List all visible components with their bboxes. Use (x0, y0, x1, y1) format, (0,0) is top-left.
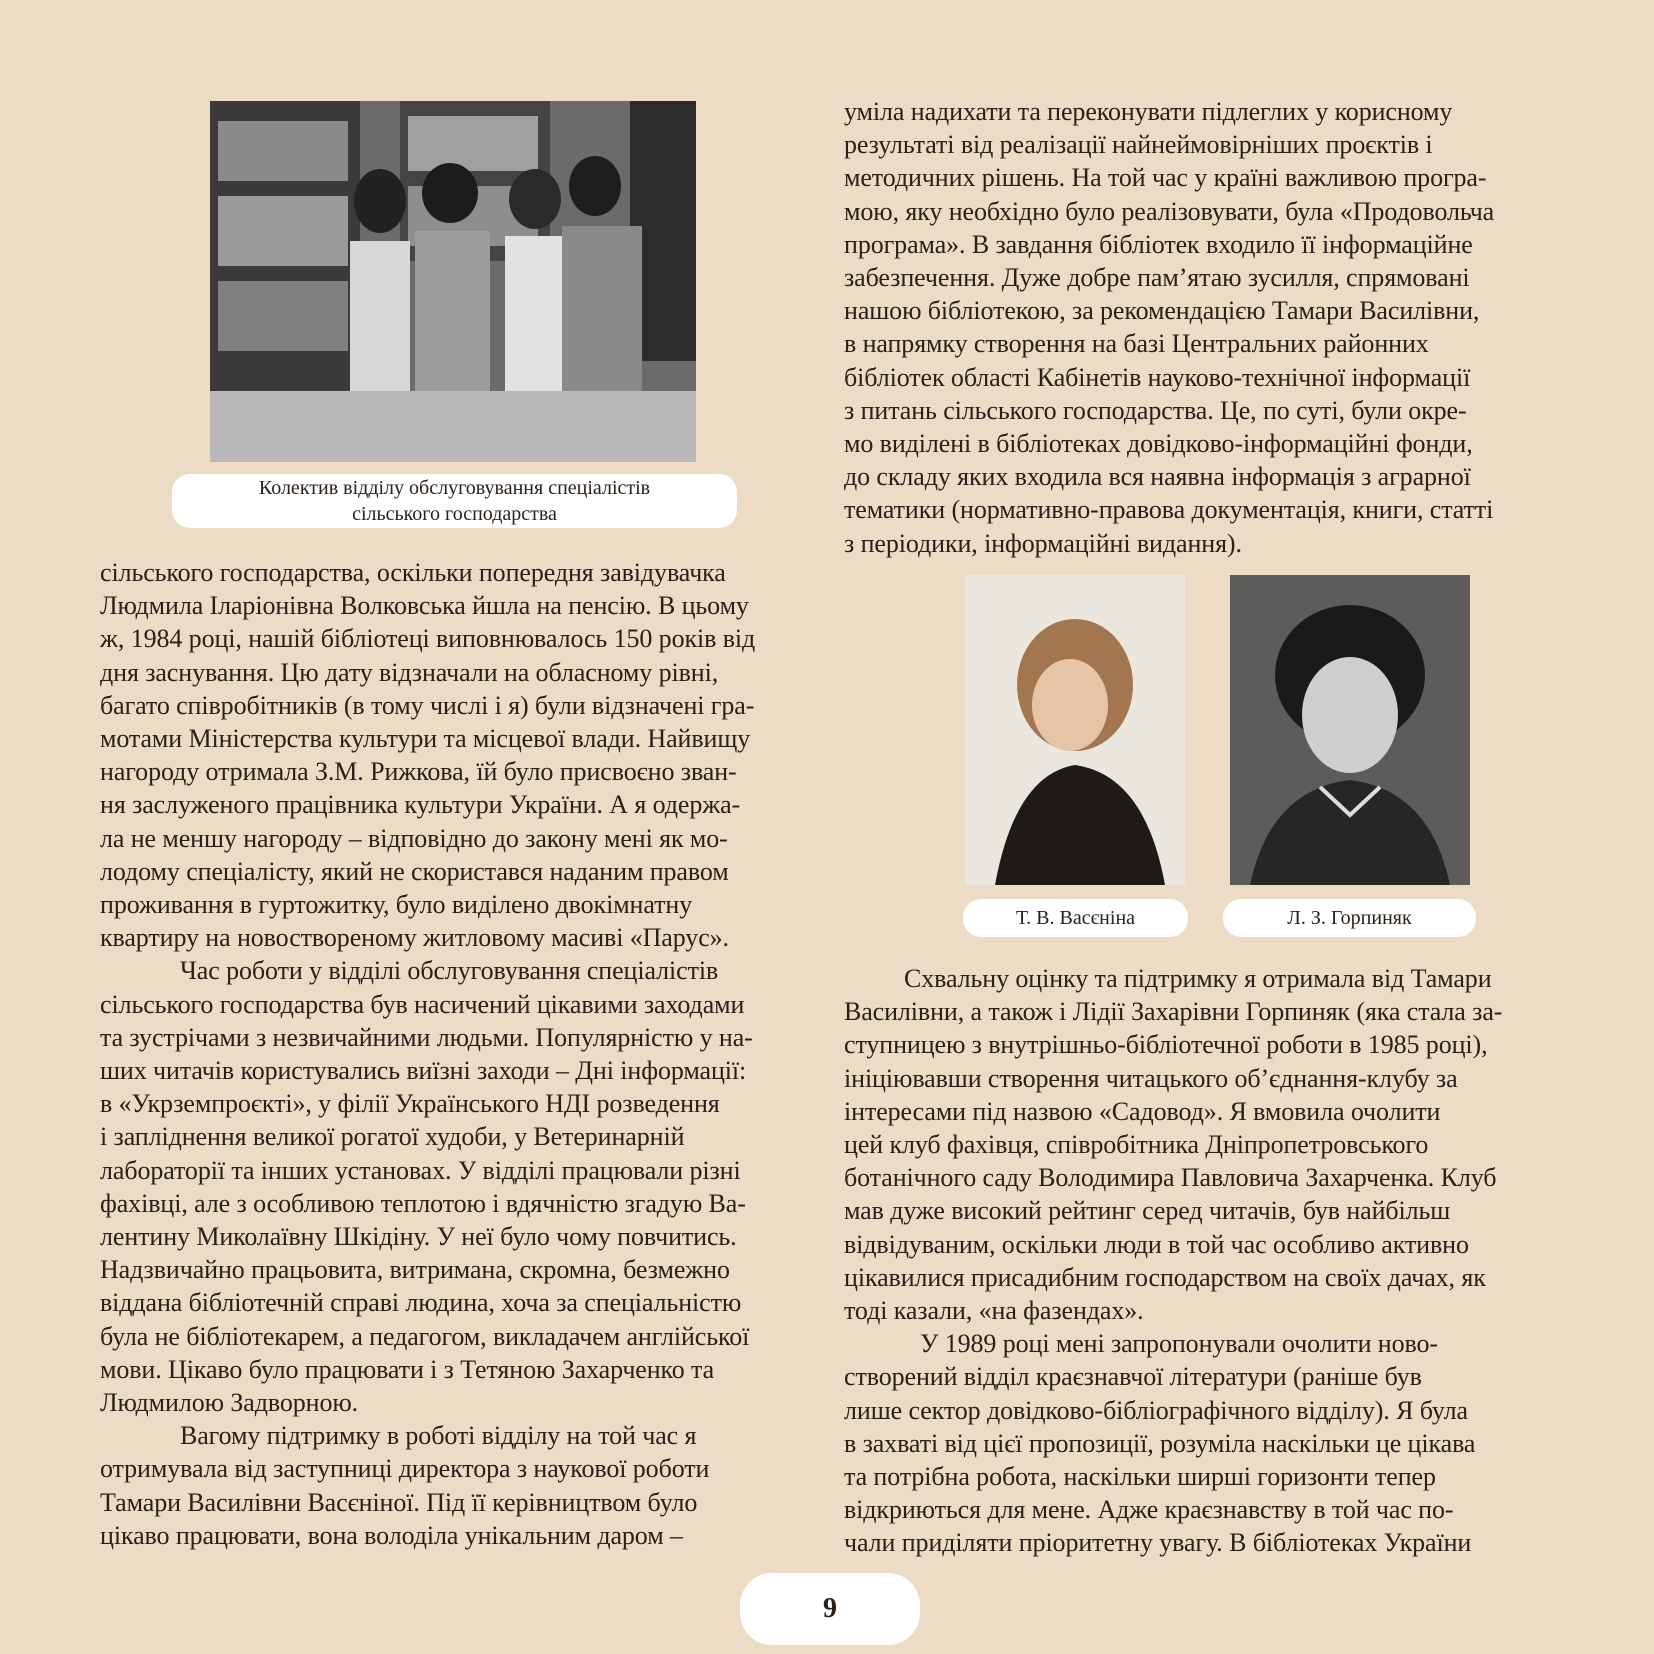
text-line: мо виділені в бібліотеках довідково-інформаційні фонди, (844, 429, 1473, 459)
portrait-horpyniak-caption-text: Л. З. Горпиняк (1287, 907, 1412, 929)
text-line: У 1989 році мені запропонували очолити ново- (920, 1329, 1438, 1359)
portrait-horpyniak-image (1230, 575, 1470, 885)
group-photo (210, 101, 696, 462)
text-line: і запліднення великої рогатої худоби, у Ветеринарній (100, 1122, 685, 1152)
group-caption-line-1: Колектив відділу обслуговування спеціалістів (258, 477, 651, 499)
portrait-vasenina (965, 575, 1185, 885)
portrait-horpyniak-caption (1223, 899, 1476, 937)
text-line: лодому спеціалісту, який не скористався наданим правом (100, 856, 729, 886)
text-line: Василівни, а також і Лідії Захарівни Горпиняк (яка стала за- (844, 997, 1503, 1027)
text-line: ла не меншу нагороду – відповідно до закону мені як мо- (100, 823, 728, 853)
text-line: мови. Цікаво було працювати і з Тетяною Захарченко та (100, 1354, 715, 1384)
portrait-horpyniak (1230, 575, 1470, 885)
text-line: лише сектор довідково-бібліографічного відділу). Я була (844, 1395, 1468, 1425)
text-line: методичних рішень. На той час у країні важливою програ- (844, 163, 1487, 193)
text-line: фахівці, але з особливою теплотою і вдячністю згадую Ва- (100, 1188, 746, 1218)
text-line: та зустрічами з незвичайними людьми. Популярністю у на- (100, 1022, 753, 1052)
page-number-text: 9 (823, 1593, 837, 1624)
text-line: створений відділ краєзнавчої літератури (раніше був (844, 1362, 1422, 1392)
text-line: нашою бібліотекою, за рекомендацією Тамари Василівни, (844, 296, 1480, 326)
text-line: квартиру на новоствореному житловому масиві «Парус». (100, 923, 729, 953)
text-line: нагороду отримала З.М. Рижкова, їй було присвоєно зван- (100, 757, 737, 787)
text-line: відкриються для мене. Адже краєзнавству в той час по- (844, 1495, 1454, 1525)
text-line: в «Укрземпроєкті», у філії Українського НДІ розведення (100, 1089, 720, 1119)
text-line: ініціювавши створення читацького об’єднання-клубу за (844, 1063, 1458, 1093)
portrait-vasenina-caption (963, 899, 1188, 937)
text-line: Тамари Василівни Васєніної. Під її керівництвом було (100, 1487, 698, 1517)
text-line: відвідуваним, оскільки люди в той час особливо активно (844, 1229, 1469, 1259)
text-line: проживання в гуртожитку, було виділено двокімнатну (100, 890, 693, 920)
text-line: цікаво працювати, вона володіла унікальним даром – (100, 1520, 683, 1550)
text-line: ступницею з внутрішньо-бібліотечної роботи в 1985 році), (844, 1030, 1488, 1060)
text-line: Надзвичайно працьовита, витримана, скромна, безмежно (100, 1255, 730, 1285)
text-line: Людмила Іларіонівна Волковська йшла на пенсію. В цьому (100, 591, 749, 621)
text-line: багато співробітників (в тому числі і я) були відзначені гра- (100, 690, 755, 720)
text-line: ж, 1984 році, нашій бібліотеці виповнювалось 150 років від (100, 624, 756, 654)
text-line: мав дуже високий рейтинг серед читачів, був найбільш (844, 1196, 1451, 1226)
text-line: цікавилися присадибним господарством на своїх дачах, як (844, 1262, 1486, 1292)
right-column-bottom (844, 962, 1502, 1560)
text-line: сільського господарства був насичений цікавими заходами (100, 989, 745, 1019)
text-line: мою, яку необхідно було реалізовувати, була «Продовольча (844, 196, 1495, 226)
text-line: забезпечення. Дуже добре пам’ятаю зусилля, спрямовані (844, 263, 1470, 293)
text-line: чали приділяти пріоритетну увагу. В бібліотеках України (844, 1528, 1472, 1558)
text-line: в напрямку створення на базі Центральних районних (844, 329, 1429, 359)
text-line: Час роботи у відділі обслуговування спеціалістів (180, 956, 719, 986)
text-line: Людмилою Задворною. (100, 1388, 359, 1418)
text-line: в захваті від цієї пропозиції, розуміла наскільки це цікава (844, 1428, 1476, 1458)
text-line: ня заслуженого працівника культури України. А я одержа- (100, 790, 741, 820)
text-line: мотами Міністерства культури та місцевої влади. Найвищу (100, 724, 751, 754)
group-caption-line-2: сільського господарства (352, 503, 557, 525)
text-line: Схвальну оцінку та підтримку я отримала від Тамари (904, 964, 1492, 993)
right-column-top (844, 95, 1494, 560)
text-line: лабораторії та інших установах. У відділі працювали різні (100, 1155, 741, 1185)
text-line: сільського господарства, оскільки попередня завідувачка (100, 558, 726, 587)
text-line: ших читачів користувались виїзні заходи – Дні інформації: (100, 1056, 747, 1086)
text-line: з питань сільського господарства. Це, по суті, були окре- (844, 395, 1467, 425)
text-line: віддана бібліотечній справі людина, хоча за спеціальністю (100, 1288, 742, 1318)
portrait-vasenina-image (965, 575, 1185, 885)
group-photo-caption (172, 474, 737, 528)
group-photo-image (210, 101, 696, 462)
text-line: програма». В завдання бібліотек входило її інформаційне (844, 229, 1473, 259)
text-line: результаті від реалізації найнеймовірніших проєктів і (844, 130, 1433, 160)
portrait-vasenina-caption-text: Т. В. Васєніна (1015, 907, 1136, 929)
text-line: до складу яких входила вся наявна інформація з аграрної (844, 462, 1471, 492)
text-line: тематики (нормативно-правова документація, книги, статті (844, 495, 1494, 525)
text-line: лентину Миколаївну Шкідіну. У неї було чому повчитись. (100, 1222, 737, 1252)
text-line: Вагому підтримку в роботі відділу на той час я (180, 1421, 697, 1451)
text-line: з періодики, інформаційні видання). (844, 528, 1242, 558)
text-line: уміла надихати та переконувати підлеглих у корисному (844, 97, 1453, 126)
text-line: бібліотек області Кабінетів науково-технічної інформації (844, 362, 1471, 392)
text-line: та потрібна робота, наскільки ширші горизонти тепер (844, 1462, 1436, 1492)
text-line: ботанічного саду Володимира Павловича Захарченка. Клуб (844, 1163, 1497, 1193)
text-line: цей клуб фахівця, співробітника Дніпропетровського (844, 1130, 1429, 1160)
text-line: тоді казали, «на фазендах». (844, 1296, 1144, 1326)
page-number (740, 1573, 920, 1645)
text-line: інтересами під назвою «Садовод». Я вмовила очолити (844, 1096, 1441, 1126)
text-line: була не бібліотекарем, а педагогом, викладачем англійської (100, 1321, 750, 1351)
left-column (100, 556, 755, 1552)
text-line: отримувала від заступниці директора з наукової роботи (100, 1454, 710, 1484)
text-line: дня заснування. Цю дату відзначали на обласному рівні, (100, 657, 719, 687)
